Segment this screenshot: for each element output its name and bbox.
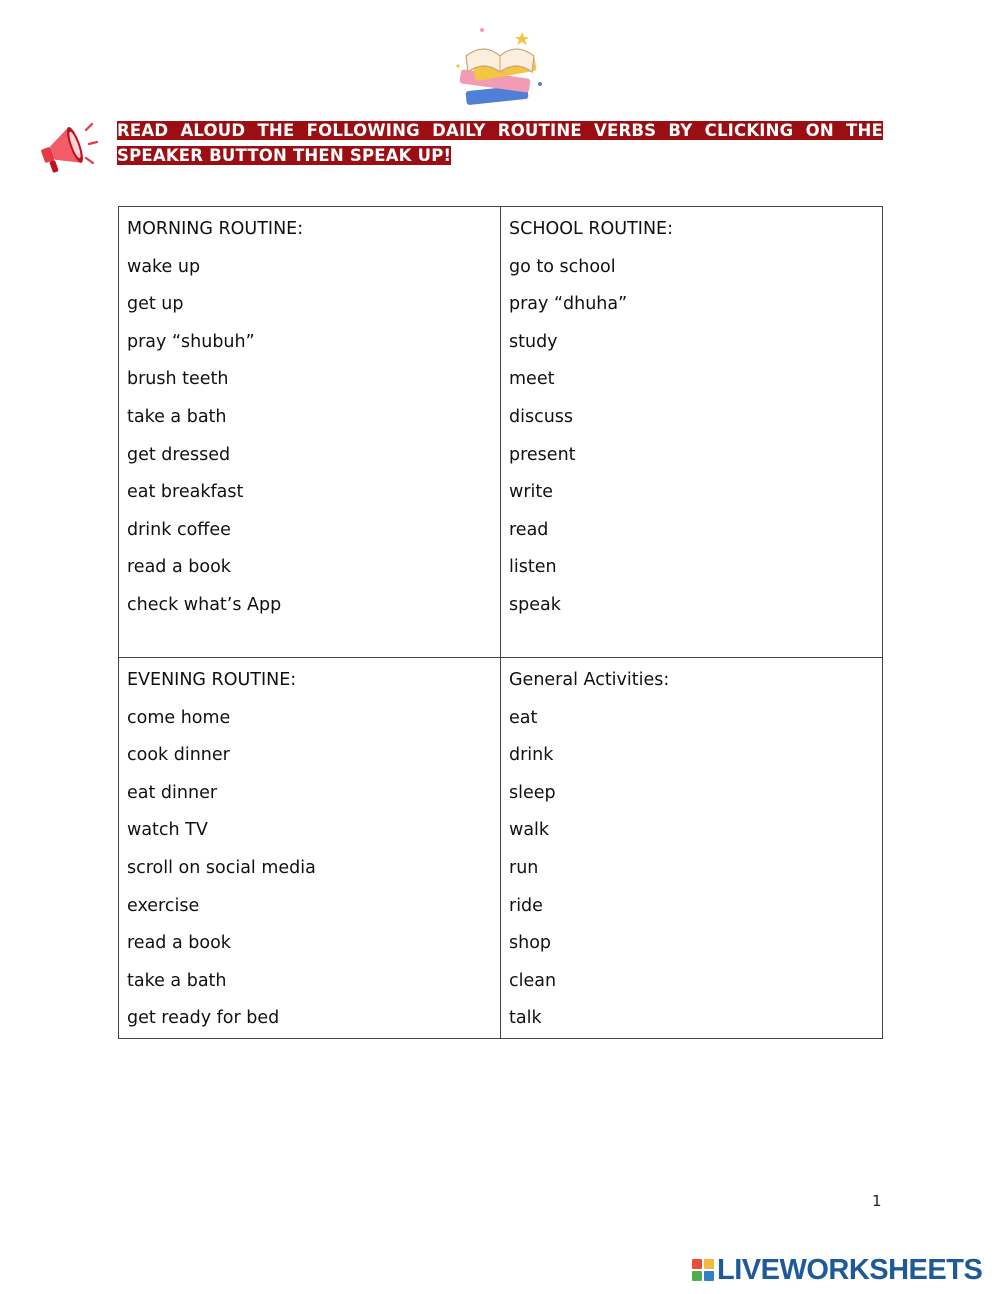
verb-item: exercise <box>127 895 200 916</box>
section-heading: SCHOOL ROUTINE: <box>509 219 673 239</box>
verb-item: write <box>509 482 553 503</box>
verb-item: study <box>509 331 558 352</box>
books-icon <box>452 22 548 114</box>
verb-item: eat <box>509 707 538 728</box>
megaphone-icon <box>34 118 98 178</box>
verb-item: sleep <box>509 782 556 803</box>
logo-text: LIVEWORKSHEETS <box>717 1253 983 1286</box>
instruction-banner <box>117 118 883 168</box>
verb-item: speak <box>509 594 561 615</box>
verb-list <box>509 249 874 625</box>
verb-item: take a bath <box>127 970 227 991</box>
evening-routine-cell <box>119 658 501 1039</box>
verb-item: clean <box>509 970 557 991</box>
liveworksheets-logo <box>692 1255 982 1285</box>
verb-item: check what’s App <box>127 594 282 615</box>
verb-list <box>127 249 492 625</box>
verb-item: pray “shubuh” <box>127 331 255 352</box>
routines-table <box>118 206 883 1039</box>
logo-squares-icon <box>692 1259 714 1281</box>
verb-list <box>127 700 492 1038</box>
verb-item: get dressed <box>127 444 231 465</box>
verb-item: come home <box>127 707 231 728</box>
verb-item: run <box>509 857 539 878</box>
instruction-text: READ ALOUD THE FOLLOWING DAILY ROUTINE VERBS BY CLICKING ON THE SPEAKER BUTTON THEN SPEAK UP! <box>117 121 883 165</box>
verb-item: get up <box>127 294 184 315</box>
verb-item: cook dinner <box>127 745 230 766</box>
school-routine-cell <box>501 207 883 658</box>
verb-item: eat dinner <box>127 782 218 803</box>
verb-item: meet <box>509 369 555 390</box>
morning-routine-cell <box>119 207 501 658</box>
verb-item: discuss <box>509 406 574 427</box>
verb-item: drink <box>509 745 554 766</box>
logo-square <box>704 1259 714 1269</box>
verb-item: walk <box>509 820 550 841</box>
verb-item: brush teeth <box>127 369 229 390</box>
verb-item: read a book <box>127 557 231 578</box>
verb-item: present <box>509 444 576 465</box>
verb-item: read <box>509 519 549 540</box>
page-number: 1 <box>872 1192 882 1210</box>
verb-item: drink coffee <box>127 519 231 540</box>
verb-item: eat breakfast <box>127 482 244 503</box>
section-heading: EVENING ROUTINE: <box>127 670 297 690</box>
verb-list <box>509 700 874 1038</box>
section-heading: General Activities: <box>509 670 670 690</box>
general-activities-cell <box>501 658 883 1039</box>
verb-item: watch TV <box>127 820 208 841</box>
verb-item: scroll on social media <box>127 857 316 878</box>
logo-square <box>692 1271 702 1281</box>
verb-item: talk <box>509 1008 542 1029</box>
verb-item: shop <box>509 933 552 954</box>
verb-item: get ready for bed <box>127 1008 280 1029</box>
verb-item: take a bath <box>127 406 227 427</box>
section-heading: MORNING ROUTINE: <box>127 219 304 239</box>
logo-square <box>692 1259 702 1269</box>
verb-item: go to school <box>509 256 616 277</box>
verb-item: listen <box>509 557 557 578</box>
logo-square <box>704 1271 714 1281</box>
verb-item: read a book <box>127 933 231 954</box>
verb-item: wake up <box>127 256 201 277</box>
verb-item: pray “dhuha” <box>509 294 628 315</box>
verb-item: ride <box>509 895 543 916</box>
